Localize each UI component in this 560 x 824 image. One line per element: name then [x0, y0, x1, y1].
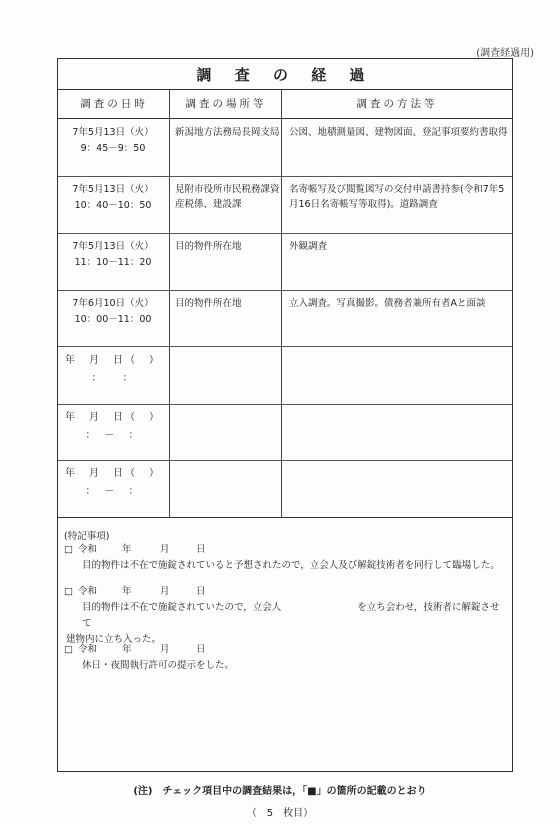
note-text: 休日・夜間執行許可の提示をした。 — [82, 660, 235, 671]
row-divider — [58, 346, 512, 347]
page-number: （ 5 枚目） — [246, 808, 314, 819]
row-3-time: 11：10－11：20 — [74, 257, 152, 268]
note-year: 年 — [122, 586, 132, 597]
header-place: 調査の場所等 — [170, 89, 282, 119]
row-6-date: 年 月 日（ ） — [65, 412, 161, 423]
row-1-time: 9：45－9：50 — [80, 143, 146, 154]
row-7-time: ： － ： — [85, 486, 141, 497]
note-month: 月 — [160, 544, 170, 555]
note-era: 令和 — [78, 586, 98, 597]
form-label: (調査経過用) — [476, 48, 534, 59]
footer-note: (注) チェック項目中の調査結果は，「■」の箇所の記載のとおり — [133, 786, 427, 797]
row-3-datetime — [58, 239, 168, 271]
row-4-place: 目的物件所在地 — [175, 298, 242, 309]
row-6-datetime[interactable] — [58, 409, 168, 445]
row-4-datetime — [58, 296, 168, 328]
row-divider — [58, 404, 512, 405]
row-2-place: 見附市役所市民税務課資産税係、建設課 — [175, 184, 280, 210]
row-divider — [58, 290, 512, 291]
column-divider — [169, 89, 170, 517]
checkbox-icon[interactable]: □ — [64, 644, 73, 655]
row-6-time: ： － ： — [85, 430, 141, 441]
row-1-date: 7年5月13日（火） — [72, 127, 154, 138]
row-7-datetime[interactable] — [58, 465, 168, 501]
note-month: 月 — [160, 586, 170, 597]
row-2-datetime — [58, 182, 168, 214]
table-title: 調 査 の 経 過 — [58, 59, 512, 90]
header-method: 調査の方法等 — [282, 89, 512, 119]
row-2-method: 名寄帳写及び閲覧図写の交付申請書持参(令和7年5月16日名寄帳写等取得)。道路調査 — [289, 184, 505, 210]
note-item-2[interactable] — [64, 584, 504, 648]
row-5-date: 年 月 日（ ） — [65, 355, 161, 366]
header-date: 調査の日時 — [58, 89, 170, 119]
note-year: 年 — [122, 644, 132, 655]
note-era: 令和 — [78, 544, 98, 555]
row-1-datetime — [58, 125, 168, 157]
row-3-method: 外観調査 — [289, 241, 328, 252]
special-notes — [58, 517, 512, 671]
note-day: 日 — [196, 644, 206, 655]
note-year: 年 — [122, 544, 132, 555]
checkbox-icon[interactable]: □ — [64, 544, 73, 555]
row-2-date: 7年5月13日（火） — [72, 184, 154, 195]
checkbox-icon[interactable]: □ — [64, 586, 73, 597]
row-7-date: 年 月 日（ ） — [65, 468, 161, 479]
note-text: 目的物件は不在で施錠されていると予想されたので，立会人及び解錠技術者を同行して臨場した。 — [82, 560, 500, 571]
row-2-time: 10：40－10：50 — [74, 200, 152, 211]
row-3-place: 目的物件所在地 — [175, 241, 242, 252]
notes-heading: (特記事項) — [64, 531, 110, 542]
note-item-3[interactable] — [64, 642, 504, 674]
row-3-date: 7年5月13日（火） — [72, 241, 154, 252]
row-divider — [58, 176, 512, 177]
note-day: 日 — [196, 586, 206, 597]
note-day: 日 — [196, 544, 206, 555]
row-4-time: 10：00－11：00 — [74, 314, 152, 325]
note-item-1[interactable] — [64, 542, 504, 574]
row-1-method: 公図、地積測量図、建物図面、登記事項要約書取得 — [289, 127, 508, 138]
row-1-place: 新潟地方法務局長岡支局 — [175, 127, 280, 138]
row-divider — [58, 233, 512, 234]
row-4-method: 立入調査。写真撮影。債務者兼所有者Aと面談 — [289, 298, 486, 309]
note-text-cont: 建物内に立ち入った。 — [66, 634, 162, 645]
row-divider — [58, 460, 512, 461]
note-era: 令和 — [78, 644, 98, 655]
row-5-datetime[interactable] — [58, 352, 168, 388]
row-5-time: ： ： — [91, 373, 135, 384]
row-4-date: 7年6月10日（火） — [72, 298, 154, 309]
note-text: 目的物件は不在で施錠されていたので，立会人 を立ち会わせ，技術者に解錠させて — [82, 602, 500, 629]
note-month: 月 — [160, 644, 170, 655]
survey-progress-table — [57, 58, 513, 772]
